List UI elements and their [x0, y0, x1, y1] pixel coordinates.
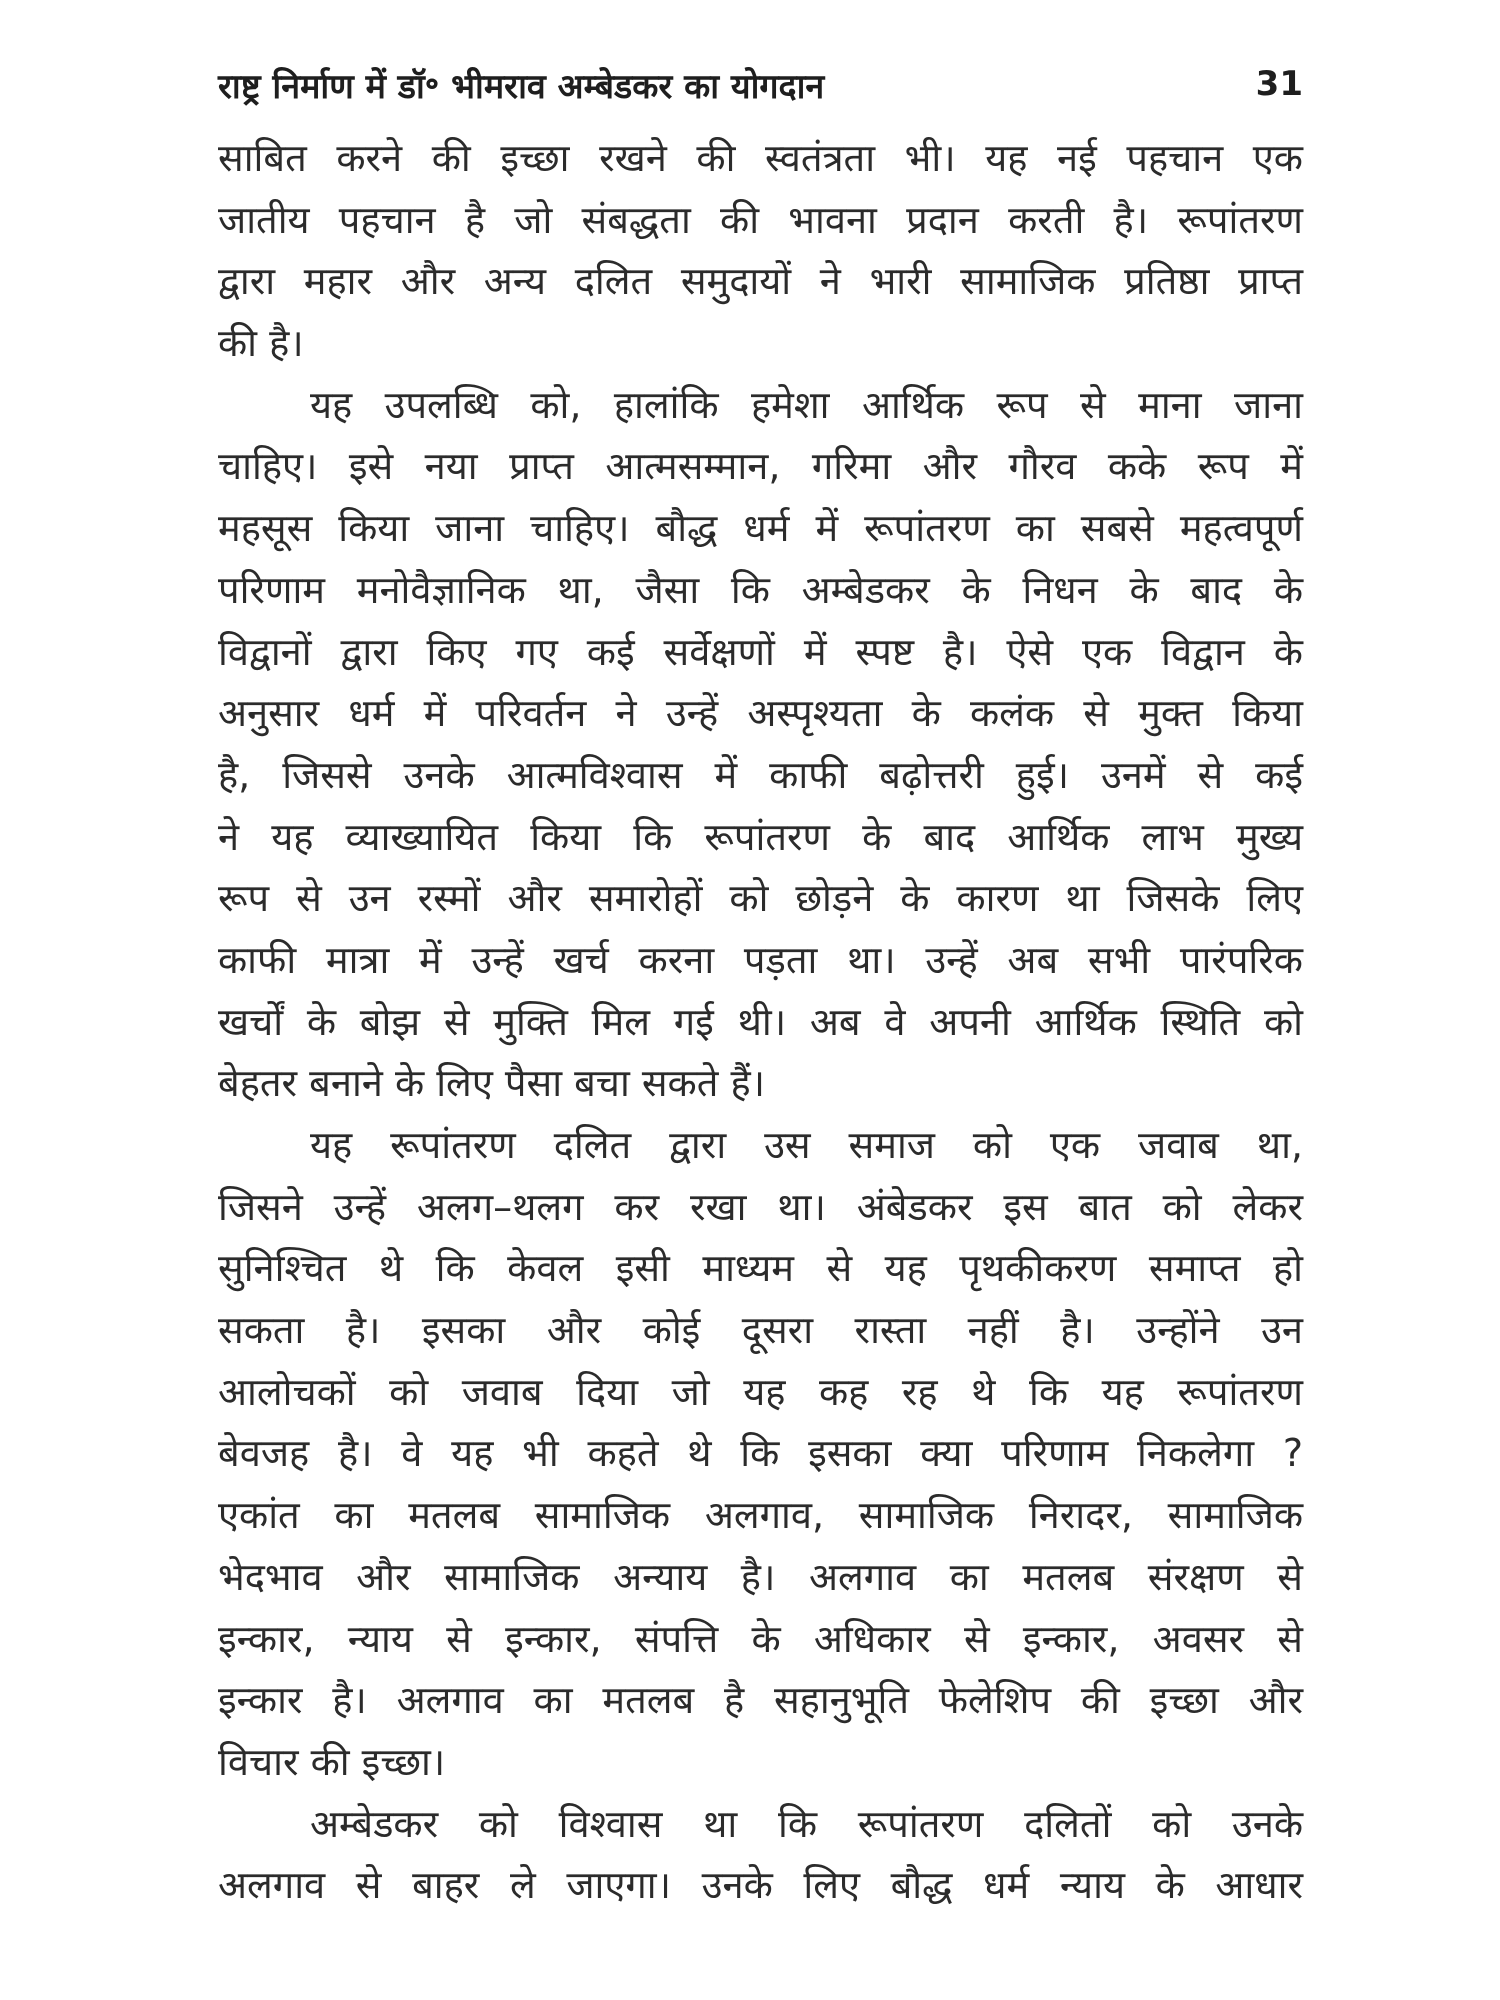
paragraph-start-line: यह उपलब्धि को, हालांकि हमेशा आर्थिक रूप से माना जाना [310, 382, 1303, 427]
text-line: इन्कार, न्याय से इन्कार, संपत्ति के अधिकार से इन्कार, अवसर से [218, 1616, 1303, 1661]
text-line: जिसने उन्हें अलग–थलग कर रखा था। अंबेडकर इस बात को लेकर [218, 1184, 1303, 1229]
text-line: साबित करने की इच्छा रखने की स्वतंत्रता भी। यह नई पहचान एक [218, 136, 1303, 180]
text-line: परिणाम मनोवैज्ञानिक था, जैसा कि अम्बेडकर के निधन के बाद के [218, 567, 1303, 612]
text-line: की है। [218, 321, 304, 366]
body-text [218, 128, 1303, 1917]
text-line: है, जिससे उनके आत्मविश्वास में काफी बढ़ोत्तरी हुई। उनमें से कई [218, 752, 1303, 797]
text-line: भेदभाव और सामाजिक अन्याय है। अलगाव का मतलब संरक्षण से [218, 1554, 1303, 1599]
text-line: विचार की इच्छा। [218, 1739, 446, 1784]
chapter-title: राष्ट्र निर्माण में डॉ॰ भीमराव अम्बेडकर का योगदान [218, 67, 825, 107]
text-line: रूप से उन रस्मों और समारोहों को छोड़ने के कारण था जिसके लिए [218, 876, 1303, 921]
text-line: एकांत का मतलब सामाजिक अलगाव, सामाजिक निरादर, सामाजिक [218, 1493, 1303, 1538]
paragraph-start-line: यह रूपांतरण दलित द्वारा उस समाज को एक जवाब था, [310, 1123, 1303, 1167]
running-header [218, 62, 1303, 112]
text-line: सुनिश्चित थे कि केवल इसी माध्यम से यह पृथकीकरण समाप्त हो [218, 1246, 1303, 1291]
text-line: अलगाव से बाहर ले जाएगा। उनके लिए बौद्ध धर्म न्याय के आधार [218, 1863, 1303, 1908]
text-line: महसूस किया जाना चाहिए। बौद्ध धर्म में रूपांतरण का सबसे महत्वपूर्ण [218, 506, 1303, 551]
text-line: चाहिए। इसे नया प्राप्त आत्मसम्मान, गरिमा और गौरव कके रूप में [218, 444, 1303, 489]
text-line: विद्वानों द्वारा किए गए कई सर्वेक्षणों में स्पष्ट है। ऐसे एक विद्वान के [218, 629, 1303, 674]
text-line: ने यह व्याख्यायित किया कि रूपांतरण के बाद आर्थिक लाभ मुख्य [218, 814, 1303, 859]
text-line: आलोचकों को जवाब दिया जो यह कह रह थे कि यह रूपांतरण [218, 1369, 1303, 1414]
text-line: अनुसार धर्म में परिवर्तन ने उन्हें अस्पृश्यता के कलंक से मुक्त किया [218, 691, 1303, 736]
text-line: खर्चों के बोझ से मुक्ति मिल गई थी। अब वे अपनी आर्थिक स्थिति को [218, 999, 1303, 1044]
text-line: जातीय पहचान है जो संबद्धता की भावना प्रदान करती है। रूपांतरण [218, 197, 1303, 242]
text-line: द्वारा महार और अन्य दलित समुदायों ने भारी सामाजिक प्रतिष्ठा प्राप्त [218, 259, 1303, 304]
text-line: इन्कार है। अलगाव का मतलब है सहानुभूति फेलेशिप की इच्छा और [218, 1678, 1303, 1723]
text-line: काफी मात्रा में उन्हें खर्च करना पड़ता था। उन्हें अब सभी पारंपरिक [218, 937, 1303, 982]
text-line: बेहतर बनाने के लिए पैसा बचा सकते हैं। [218, 1061, 766, 1106]
paragraph-start-line: अम्बेडकर को विश्वास था कि रूपांतरण दलितों को उनके [310, 1801, 1303, 1846]
text-line: बेवजह है। वे यह भी कहते थे कि इसका क्या परिणाम निकलेगा ? [218, 1431, 1303, 1476]
text-line: सकता है। इसका और कोई दूसरा रास्ता नहीं है। उन्होंने उन [218, 1308, 1303, 1353]
page-number: 31 [1255, 64, 1303, 104]
